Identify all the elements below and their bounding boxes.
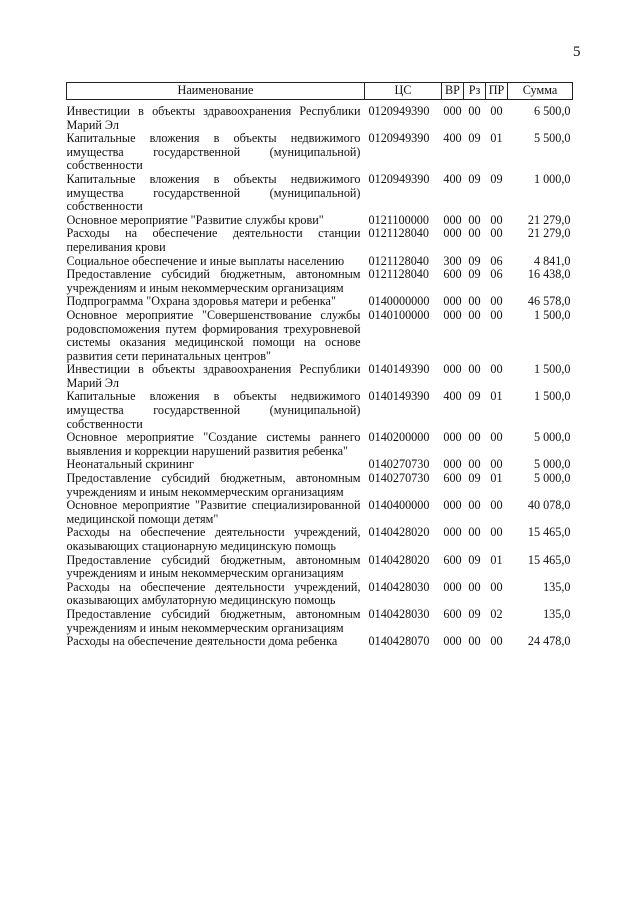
row-vr-code: 000 <box>443 294 462 309</box>
table-row <box>67 499 573 526</box>
row-vr-code: 000 <box>443 525 462 540</box>
row-pr-code: 00 <box>490 634 503 649</box>
table-row <box>67 472 573 499</box>
row-rz-code: 00 <box>468 212 481 227</box>
row-cs-code: 0140200000 <box>368 430 430 445</box>
table-row <box>67 255 573 269</box>
table-row <box>67 214 573 228</box>
row-sum: 15 465,0 <box>527 525 571 540</box>
row-rz-code: 09 <box>468 267 481 282</box>
row-name: Инвестиции в объекты здравоохранения Республики Марий Эл <box>66 362 361 390</box>
row-sum: 5 000,0 <box>533 471 571 486</box>
table-row <box>67 227 573 254</box>
row-vr-code: 400 <box>443 131 462 146</box>
row-rz-code: 00 <box>468 579 481 594</box>
row-rz-code: 00 <box>468 307 481 322</box>
row-name: Капитальные вложения в объекты недвижимого имущества государственной (муниципальной) собственности <box>66 389 361 431</box>
row-pr-code: 06 <box>490 253 503 268</box>
row-rz-code: 09 <box>468 389 481 404</box>
row-pr-code: 00 <box>490 579 503 594</box>
row-sum: 21 279,0 <box>527 212 571 227</box>
row-name: Расходы на обеспечение деятельности станции переливания крови <box>66 226 361 254</box>
row-rz-code: 09 <box>468 606 481 621</box>
row-pr-code: 00 <box>490 294 503 309</box>
row-vr-code: 000 <box>443 579 462 594</box>
row-vr-code: 600 <box>443 471 462 486</box>
row-pr-code: 09 <box>490 171 503 186</box>
row-name: Инвестиции в объекты здравоохранения Республики Марий Эл <box>66 104 361 132</box>
row-cs-code: 0140270730 <box>368 457 430 472</box>
row-rz-code: 00 <box>468 294 481 309</box>
row-pr-code: 00 <box>490 104 503 118</box>
row-sum: 5 500,0 <box>533 131 571 146</box>
row-sum: 135,0 <box>543 579 571 594</box>
row-rz-code: 00 <box>468 634 481 649</box>
row-cs-code: 0121100000 <box>368 212 429 227</box>
row-sum: 1 500,0 <box>533 362 571 377</box>
row-cs-code: 0140428020 <box>368 525 430 540</box>
row-pr-code: 00 <box>490 307 503 322</box>
table-row <box>67 268 573 295</box>
row-vr-code: 000 <box>443 498 462 513</box>
row-rz-code: 09 <box>468 171 481 186</box>
row-rz-code: 09 <box>468 253 481 268</box>
row-rz-code: 00 <box>468 104 481 118</box>
row-rz-code: 00 <box>468 498 481 513</box>
row-name: Неонатальный скрининг <box>66 457 194 472</box>
column-header-cs: ЦС <box>365 83 442 100</box>
row-name: Предоставление субсидий бюджетным, автономным учреждениям и иным некоммерческим организациям <box>66 552 361 581</box>
row-cs-code: 0140100000 <box>368 307 430 322</box>
table-row <box>67 554 573 581</box>
row-vr-code: 000 <box>443 457 462 472</box>
row-cs-code: 0120949390 <box>368 131 430 146</box>
row-cs-code: 0120949390 <box>368 104 430 118</box>
row-pr-code: 01 <box>490 471 503 486</box>
row-name: Социальное обеспечение и иные выплаты населению <box>66 253 345 268</box>
table-row <box>67 581 573 608</box>
row-name: Предоставление субсидий бюджетным, автономным учреждениям и иным некоммерческим организациям <box>66 471 361 499</box>
table-row <box>67 363 573 390</box>
table-row <box>67 635 573 649</box>
row-vr-code: 600 <box>443 606 462 621</box>
row-pr-code: 00 <box>490 498 503 513</box>
row-vr-code: 400 <box>443 389 462 404</box>
column-header-name: Наименование <box>67 83 365 100</box>
row-rz-code: 00 <box>468 457 481 472</box>
row-vr-code: 000 <box>443 362 462 377</box>
row-name: Подпрограмма "Охрана здоровья матери и ребенка" <box>66 294 336 309</box>
row-cs-code: 0140400000 <box>368 498 430 513</box>
page-number: 5 <box>573 44 581 60</box>
row-rz-code: 00 <box>468 226 481 241</box>
row-cs-code: 0140428020 <box>368 552 430 567</box>
row-name: Предоставление субсидий бюджетным, автономным учреждениям и иным некоммерческим организациям <box>66 267 361 295</box>
column-header-rz: Рз <box>464 83 486 100</box>
row-rz-code: 00 <box>468 430 481 445</box>
table-row <box>67 390 573 431</box>
row-vr-code: 600 <box>443 267 462 282</box>
row-name: Расходы на обеспечение деятельности дома ребенка <box>66 634 338 649</box>
row-sum: 5 000,0 <box>533 430 571 445</box>
row-cs-code: 0120949390 <box>368 171 430 186</box>
row-cs-code: 0140270730 <box>368 471 430 486</box>
row-cs-code: 0121128040 <box>368 253 429 268</box>
column-header-vr: ВР <box>442 83 464 100</box>
column-header-pr: ПР <box>486 83 508 100</box>
row-rz-code: 00 <box>468 362 481 377</box>
row-sum: 6 500,0 <box>533 104 571 118</box>
table-row <box>67 295 573 309</box>
row-vr-code: 000 <box>443 634 462 649</box>
row-pr-code: 00 <box>490 362 503 377</box>
row-cs-code: 0140149390 <box>368 389 430 404</box>
row-pr-code: 00 <box>490 457 503 472</box>
row-name: Предоставление субсидий бюджетным, автономным учреждениям и иным некоммерческим организациям <box>66 606 361 635</box>
row-vr-code: 600 <box>443 552 462 567</box>
row-pr-code: 00 <box>490 430 503 445</box>
row-cs-code: 0140000000 <box>368 294 430 309</box>
row-name: Основное мероприятие "Развитие специализированной медицинской помощи детям" <box>66 498 361 526</box>
table-header-row <box>67 83 573 100</box>
row-vr-code: 300 <box>443 253 462 268</box>
row-pr-code: 06 <box>490 267 503 282</box>
row-pr-code: 02 <box>490 606 503 621</box>
row-pr-code: 01 <box>490 552 503 567</box>
row-name: Капитальные вложения в объекты недвижимого имущества государственной (муниципальной) собственности <box>66 171 361 214</box>
row-cs-code: 0140428030 <box>368 579 430 594</box>
row-vr-code: 000 <box>443 226 462 241</box>
row-cs-code: 0121128040 <box>368 267 429 282</box>
table-row <box>67 526 573 553</box>
row-name: Основное мероприятие "Создание системы раннего выявления и коррекции нарушений развития ребенка" <box>66 430 361 458</box>
row-cs-code: 0140428070 <box>368 634 430 649</box>
row-sum: 135,0 <box>543 606 571 621</box>
row-sum: 1 500,0 <box>533 307 571 322</box>
table-row <box>67 431 573 458</box>
row-sum: 24 478,0 <box>527 634 571 649</box>
budget-table <box>66 82 573 649</box>
row-vr-code: 000 <box>443 212 462 227</box>
table-row <box>67 458 573 472</box>
row-cs-code: 0140149390 <box>368 362 430 377</box>
row-rz-code: 09 <box>468 131 481 146</box>
row-name: Капитальные вложения в объекты недвижимого имущества государственной (муниципальной) собственности <box>66 131 361 173</box>
row-pr-code: 01 <box>490 389 503 404</box>
row-rz-code: 09 <box>468 552 481 567</box>
row-pr-code: 01 <box>490 131 503 146</box>
table-row <box>67 132 573 173</box>
table-row <box>67 100 573 133</box>
table-row <box>67 173 573 214</box>
row-sum: 46 578,0 <box>527 294 571 309</box>
row-sum: 21 279,0 <box>527 226 571 241</box>
row-pr-code: 00 <box>490 525 503 540</box>
column-header-sum: Сумма <box>508 83 573 100</box>
row-sum: 40 078,0 <box>527 498 571 513</box>
row-name: Основное мероприятие "Совершенствование службы родовспоможения путем формирования трехуровневой системы оказания медицинской помощи на основе развития сети перинатальных центров" <box>66 307 361 363</box>
row-pr-code: 00 <box>490 226 503 241</box>
row-sum: 1 000,0 <box>533 171 571 186</box>
row-vr-code: 000 <box>443 104 462 118</box>
table-row <box>67 309 573 363</box>
row-sum: 1 500,0 <box>533 389 571 404</box>
row-sum: 15 465,0 <box>527 552 571 567</box>
row-cs-code: 0140428030 <box>368 606 430 621</box>
row-pr-code: 00 <box>490 212 503 227</box>
row-cs-code: 0121128040 <box>368 226 429 241</box>
row-vr-code: 400 <box>443 171 462 186</box>
row-vr-code: 000 <box>443 430 462 445</box>
row-vr-code: 000 <box>443 307 462 322</box>
row-sum: 4 841,0 <box>533 253 571 268</box>
row-rz-code: 09 <box>468 471 481 486</box>
row-name: Расходы на обеспечение деятельности учреждений, оказывающих стационарную медицинскую помощь <box>66 525 361 553</box>
table-row <box>67 608 573 635</box>
row-sum: 5 000,0 <box>533 457 571 472</box>
row-sum: 16 438,0 <box>527 267 571 282</box>
row-rz-code: 00 <box>468 525 481 540</box>
row-name: Основное мероприятие "Развитие службы крови" <box>66 212 324 227</box>
row-name: Расходы на обеспечение деятельности учреждений, оказывающих амбулаторную медицинскую помощь <box>66 579 361 608</box>
